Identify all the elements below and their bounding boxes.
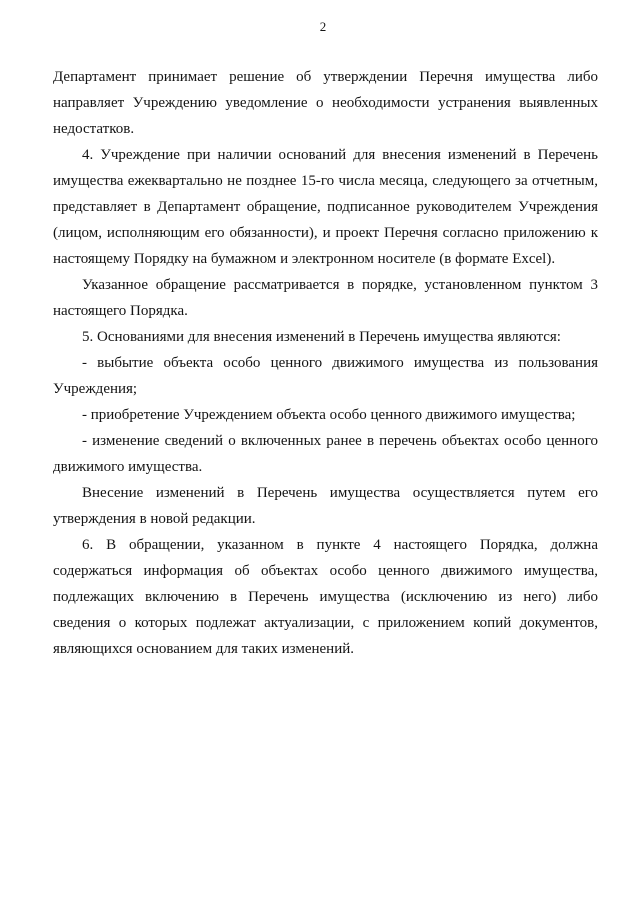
text-line: настоящего Порядка.: [53, 303, 188, 319]
text-line: - изменение сведений о включенных ранее в перечень объектах особо ценного: [82, 433, 598, 449]
document-body: [53, 64, 598, 662]
text-line: 4. Учреждение при наличии оснований для внесения изменений в Перечень: [82, 147, 598, 163]
text-line: представляет в Департамент обращение, подписанное руководителем Учреждения: [53, 199, 598, 215]
text-line: (лицом, исполняющим его обязанности), и проект Перечня согласно приложению к: [53, 225, 598, 241]
text-line: недостатков.: [53, 121, 135, 137]
paragraph: [53, 272, 598, 324]
paragraph: [53, 64, 598, 142]
paragraph: [53, 142, 598, 272]
paragraph: [53, 324, 598, 350]
text-line: - приобретение Учреждением объекта особо ценного движимого имущества;: [82, 407, 576, 423]
text-line: подлежащих включению в Перечень имущества (исключению из него) либо: [53, 589, 598, 605]
text-line: Указанное обращение рассматривается в порядке, установленном пунктом 3: [82, 277, 598, 293]
text-line: Учреждения;: [53, 381, 138, 397]
paragraph: [53, 532, 598, 662]
text-line: Департамент принимает решение об утверждении Перечня имущества либо: [53, 69, 598, 85]
text-line: 5. Основаниями для внесения изменений в Перечень имущества являются:: [82, 329, 561, 345]
list-item: [53, 402, 598, 428]
list-item: [53, 350, 598, 402]
text-line: 6. В обращении, указанном в пункте 4 настоящего Порядка, должна: [82, 537, 598, 553]
text-line: имущества ежеквартально не позднее 15-го числа месяца, следующего за отчетным,: [53, 173, 598, 189]
text-line: являющихся основанием для таких изменений.: [53, 641, 355, 657]
page-number: 2: [319, 19, 327, 34]
text-line: утверждения в новой редакции.: [53, 511, 256, 527]
text-line: направляет Учреждению уведомление о необходимости устранения выявленных: [53, 95, 598, 111]
text-line: сведения о которых подлежат актуализации, с приложением копий документов,: [53, 615, 598, 631]
list-item: [53, 428, 598, 480]
paragraph: [53, 480, 598, 532]
text-line: содержаться информация об объектах особо ценного движимого имущества,: [53, 563, 598, 579]
text-line: настоящему Порядку на бумажном и электронном носителе (в формате Excel).: [53, 251, 556, 267]
text-line: Внесение изменений в Перечень имущества осуществляется путем его: [82, 485, 598, 501]
text-line: движимого имущества.: [53, 459, 203, 475]
text-line: - выбытие объекта особо ценного движимого имущества из пользования: [82, 355, 598, 371]
